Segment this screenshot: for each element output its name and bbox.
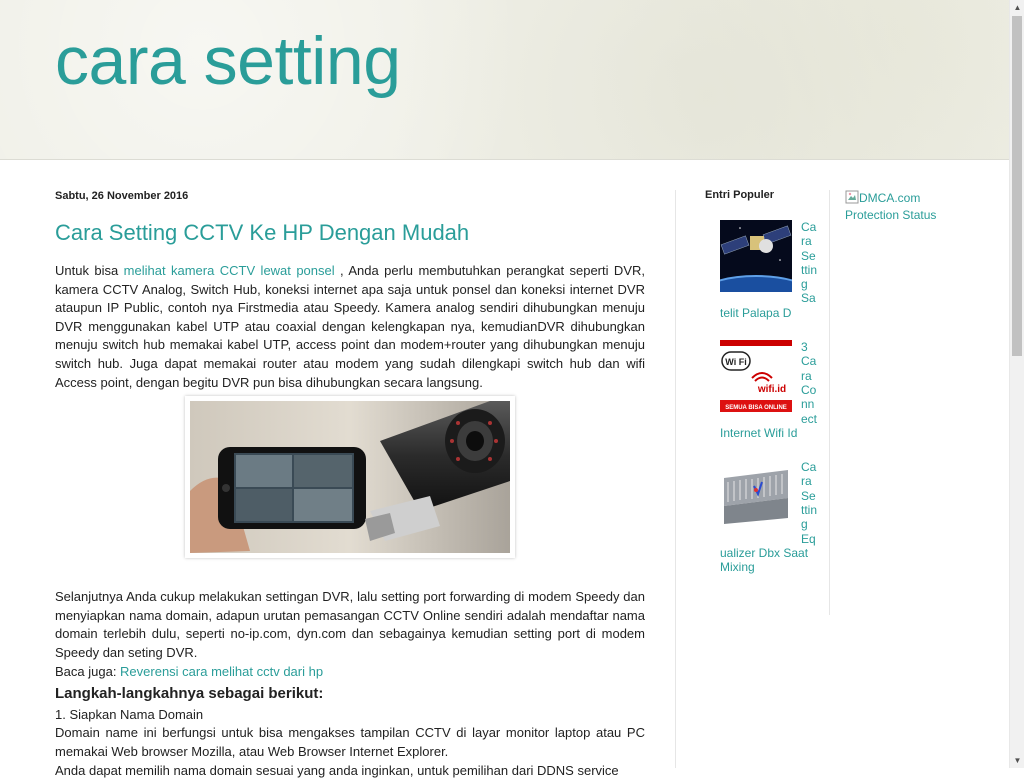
- wifi-logo-text: Wi Fi: [725, 357, 746, 367]
- column-divider-right: [829, 190, 830, 615]
- popular-post-item[interactable]: [720, 220, 817, 320]
- intro-link[interactable]: melihat kamera CCTV lewat ponsel: [124, 263, 335, 278]
- blog-header: [0, 0, 1009, 160]
- equalizer-thumbnail[interactable]: [720, 460, 792, 532]
- popular-post-item[interactable]: [720, 460, 817, 574]
- step-1: 1. Siapkan Nama Domain: [55, 706, 645, 725]
- main-column: [55, 186, 645, 780]
- cctv-phone-image: [190, 401, 510, 553]
- baca-juga-label: Baca juga:: [55, 664, 120, 679]
- steps-heading: Langkah-langkahnya sebagai berikut:: [55, 685, 645, 704]
- post-image-frame: [185, 396, 515, 558]
- wifi-id-image: [720, 340, 792, 412]
- page-scrollbar[interactable]: [1009, 0, 1024, 768]
- intro-text-post: , Anda perlu membutuhkan perangkat seperti DVR, kamera CCTV Analog, Switch Hub, koneksi internet apa saja untuk ponsel dan koneksi internet DVR ataupun IP Public, contoh nya Firstmedia atau Speedy. Kamera analog sendiri dihubungkan menuju DVR menggunakan kabel UTP atau coaxial dengan kelengkapan nya, kemudianDVR dihubungkan menuju switch hub memakai kabel UTP, access point dan modem+router yang dihubungkan menuju switch hub. Juga dapat memakai router atau modem yang sudah dilengkapi switch hub dan wifi Access point, dengan begitu DVR pun bisa dihubungkan secara langsung.: [55, 263, 645, 390]
- wifi-id-brand: wifi.id: [757, 384, 786, 395]
- popular-posts-widget: [705, 189, 817, 575]
- popular-post-label[interactable]: Cara Setting Satelit Palapa D: [720, 220, 817, 320]
- post-title[interactable]: Cara Setting CCTV Ke HP Dengan Mudah: [55, 220, 645, 246]
- paragraph-3: Domain name ini berfungsi untuk bisa mengakses tampilan CCTV di layar monitor laptop atau PC memakai Web browser Mozilla, atau Web Browser Internet Explorer.: [55, 724, 645, 761]
- broken-image-icon: [845, 190, 859, 204]
- cctv-phone-illustration: [190, 401, 510, 553]
- dmca-badge-link[interactable]: [845, 190, 965, 224]
- wifi-id-thumbnail[interactable]: [720, 340, 792, 412]
- intro-text-pre: Untuk bisa: [55, 263, 124, 278]
- baca-juga-link[interactable]: Reverensi cara melihat cctv dari hp: [120, 664, 323, 679]
- paragraph-2: Selanjutnya Anda cukup melakukan settingan DVR, lalu setting port forwarding di modem Speedy dan menyiapkan nama domain, adapun urutan pemasangan CCTV Online sendiri adalah mendaftar nama domain terlebih dulu, seperti no-ip.com, dyn.com dan sebagainya kemudian setting port di modem Speedy dan seting DVR.: [55, 588, 645, 662]
- satellite-thumbnail[interactable]: [720, 220, 792, 292]
- scroll-up-arrow-icon[interactable]: ▲: [1010, 0, 1024, 15]
- popular-posts-title: Entri Populer: [705, 189, 817, 201]
- blog-title-link[interactable]: cara setting: [55, 22, 401, 100]
- equalizer-device-image: [720, 460, 792, 532]
- satellite-icon: [720, 220, 792, 292]
- post-body: [55, 262, 645, 780]
- dmca-status-text[interactable]: DMCA.com Protection Status: [845, 191, 936, 222]
- paragraph-4: Anda dapat memilih nama domain sesuai yang anda inginkan, untuk pemilihan dari DDNS service: [55, 762, 645, 780]
- popular-post-label[interactable]: Cara Setting Equalizer Dbx Saat Mixing: [720, 460, 817, 574]
- scroll-down-arrow-icon[interactable]: ▼: [1010, 753, 1024, 768]
- popular-post-item[interactable]: [720, 340, 817, 440]
- popular-post-label[interactable]: 3 Cara Connect Internet Wifi Id: [720, 340, 817, 440]
- scroll-thumb[interactable]: [1012, 16, 1022, 356]
- wifi-id-slogan: SEMUA BISA ONLINE: [725, 405, 787, 411]
- baca-juga-line: [55, 663, 645, 682]
- intro-paragraph: [55, 262, 645, 392]
- column-divider-left: [675, 190, 676, 768]
- post-date: Sabtu, 26 November 2016: [55, 186, 645, 206]
